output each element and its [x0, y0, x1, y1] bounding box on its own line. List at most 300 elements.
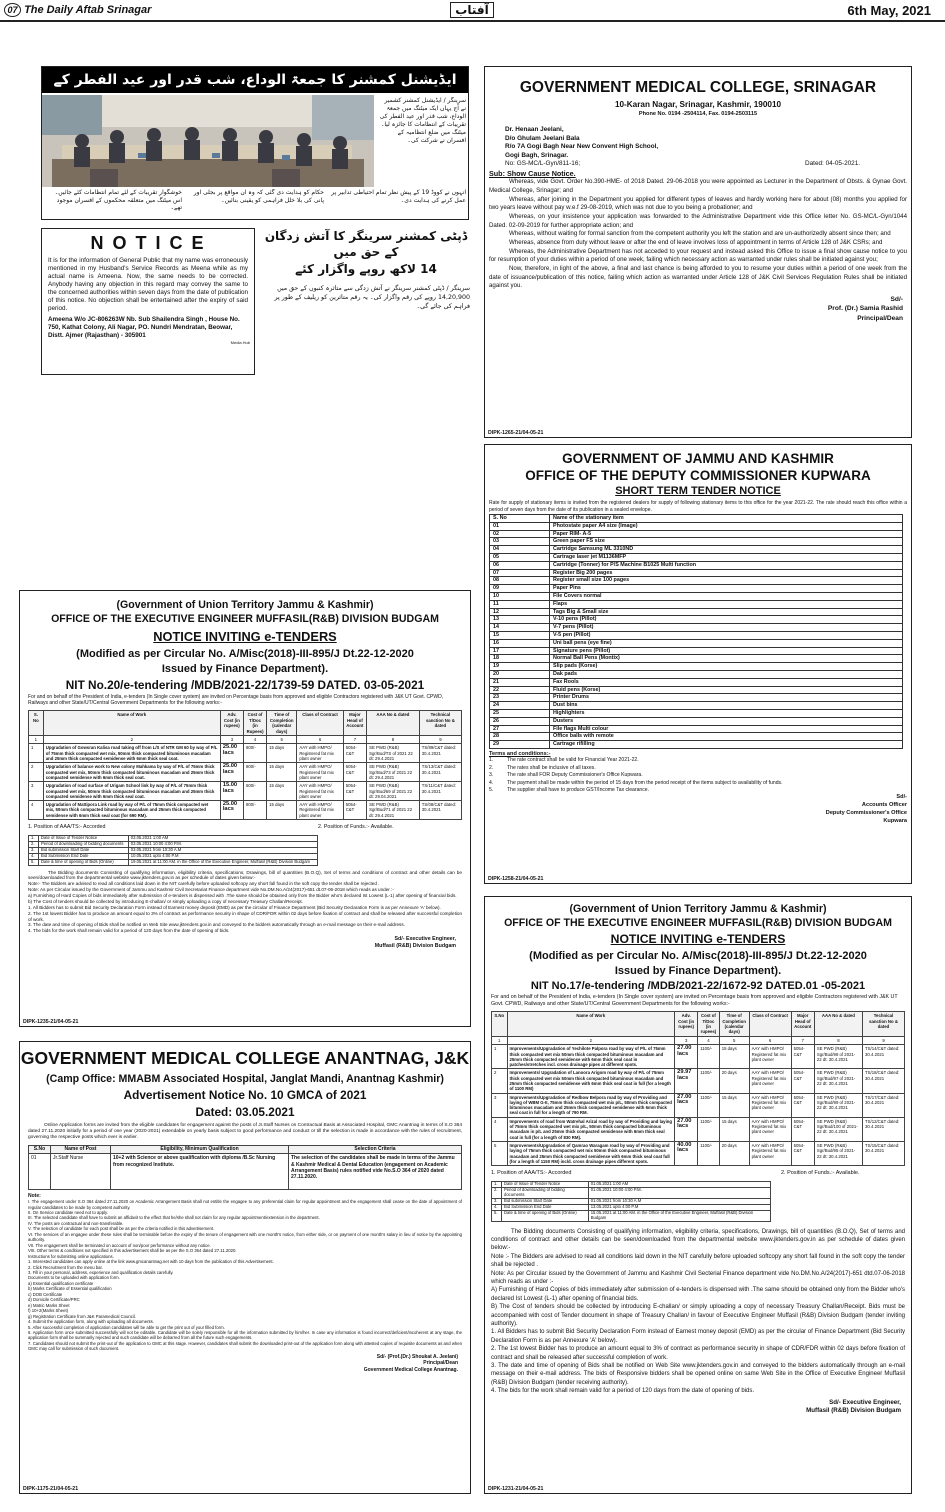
kupwara-terms: [485, 757, 911, 795]
item-name: V-7 pens (Pillot): [550, 624, 903, 632]
urdu-fire-subhead: 14 لاکھ روپے واگزار کئے: [295, 262, 437, 276]
column-header: Technical sanction No & dated: [419, 711, 461, 736]
table-cell: TS/13/C&T dated: 30.4.2021: [419, 763, 461, 782]
column-number: 1: [492, 1036, 508, 1044]
tender-notice-nit-17: [484, 896, 912, 1494]
item-sno: 09: [490, 585, 550, 593]
anantnag-notes: [20, 1199, 470, 1352]
table-cell: AAY with HMPO/ Registered fat mix plant owner: [749, 1045, 791, 1069]
table-cell: 15 days: [719, 1045, 749, 1069]
table-cell: Improvements of road from Watrehal Arizal road by way of Providing and laying of 75mm thick compacted wet mix p/L, 50mm thick compacted bituminous macadam in p/L and 25mm thick compacted semidense with 6mm thick seal coat in full (for a length of 830 RM).: [507, 1117, 675, 1141]
stationary-item-row: [490, 663, 903, 671]
item-sno: 25: [490, 709, 550, 717]
stationary-items-table: [489, 514, 903, 749]
table-cell: 27.00 lacs: [675, 1045, 698, 1069]
anantnag-signature: [20, 1354, 470, 1373]
stationary-item-row: [490, 585, 903, 593]
page-number: 07: [4, 3, 21, 17]
notice-signature: Ameena W/o JC-806263W Nb. Sub Shailendra Singh , House No. 750, Kathat Colony, Ali Nagar, PO. Nundri Mendratan, Beowar, Distt. Ajmer (Rajasthan) - 305901: [48, 316, 240, 339]
kupwara-terms-title: Terms and conditions:-: [489, 750, 551, 757]
urdu-fire-headline: ڈپٹی کمشنر سرینگر کا آتش زدگان کے حق میں: [264, 229, 468, 259]
note-item: c) DOB Certificate: [28, 1291, 63, 1297]
table-cell: 5054- C&T: [343, 744, 366, 763]
addressee-line: R/o 7A Gogi Bagh Near New Convent High School,: [505, 143, 659, 151]
show-cause-body: [485, 178, 911, 291]
table-cell: AAY with HMPO/ Registered fat mix plant owner: [297, 744, 343, 763]
item-name: Fluid pens (Korse): [550, 686, 903, 694]
table-cell: SE PWD (R&B) Sgr/Bud/TS of 2021 22 dt: 29.4.2021: [367, 744, 420, 763]
stationary-item-row: [490, 577, 903, 585]
column-header: AAA No & dated: [367, 711, 420, 736]
column-number: 5: [719, 1036, 749, 1044]
item-sno: 29: [490, 741, 550, 749]
stationary-item-row: [490, 530, 903, 538]
column-header: Class of Contract: [749, 1012, 791, 1037]
schedule-cell: 13.05.2021 upto 4:00 P.M: [588, 1204, 770, 1210]
item-sno: 05: [490, 553, 550, 561]
schedule-cell: 5.: [29, 859, 39, 865]
dipk-code: DIPK-1265-21/04-05-21: [488, 430, 544, 436]
schedule-cell: Period of downloading of bidding documents: [502, 1188, 589, 1199]
header-date: 6th May, 2021: [847, 3, 931, 18]
column-number: 6: [297, 736, 343, 744]
gmc-srinagar-title: GOVERNMENT MEDICAL COLLEGE, SRINAGAR: [519, 79, 877, 96]
schedule-cell: 03.05.2021 10:00 4:00 P.M.: [128, 841, 317, 847]
schedule-cell: 5.: [492, 1210, 502, 1221]
table-cell: SE PWD (R&B) Sgr/Bud/95 of 2021-22 dt: 30.4.2021: [814, 1141, 862, 1165]
gmc-srinagar-signature: [485, 295, 911, 324]
table-cell: 1100/-: [698, 1069, 719, 1093]
sd: Sd/-: [896, 793, 907, 800]
tender20-works-table: [28, 710, 462, 820]
note-item: III. The selected candidate shall have to submit an affidavit to the effect that he/she shall not claim for any regular appointment/extension in the department.: [28, 1215, 320, 1221]
tender20-notes: [20, 881, 470, 934]
item-sno: 27: [490, 725, 550, 733]
tender20-modified: (Modified as per Circular No. A/Misc(2018)-III-895/J Dt.22-12-2020: [76, 648, 414, 660]
urdu-story-col-2: حکام کو ہدایت دی گئی کہ وہ ان مواقع پر بجلی اور پانی کی بلا خلل فراہمی کو یقینی بنائیں۔: [193, 189, 324, 204]
table-cell: 15 days: [267, 744, 297, 763]
tender17-notes: [485, 1253, 911, 1396]
stationary-item-row: [490, 741, 903, 749]
notice-footer: Media Hub: [230, 340, 250, 345]
tender20-office: OFFICE OF THE EXECUTIVE ENGINEER MUFFASIL(R&B) DIVISION BUDGAM: [51, 613, 439, 625]
item-sno: 26: [490, 717, 550, 725]
table-cell: 5054-C&T: [791, 1093, 814, 1117]
para: Whereas, absence from duty without leave or after the end of leave involves loss of appointment in terms of Article 128 of J&K CSRs; and: [509, 238, 883, 246]
column-number: 8: [367, 736, 420, 744]
table-cell: SE PWD (R&B) Sgr/Bud/100 of 2021-22 dt: 30.4.2021: [814, 1117, 862, 1141]
schedule-cell: 01.05.2021 from 10:30 A.M: [588, 1198, 770, 1204]
ref-date: Dated: 04-05-2021.: [805, 160, 861, 168]
item-sno: 12: [490, 608, 550, 616]
item-name: Dusters: [550, 717, 903, 725]
tender20-number: NIT No.20/e-tendering /MDB/2021-22/1739-59 DATED. 03-05-2021: [65, 678, 425, 692]
gmc-srinagar-addressee: [505, 126, 911, 160]
paper-name: The Daily Aftab Srinagar: [24, 4, 152, 16]
note-item: VIII. Other terms & conditions not specified in this advertisement shall be as per the S.O 364 dated 27.11.2020.: [28, 1248, 237, 1254]
schedule-cell: 2.: [29, 841, 39, 847]
designation: Principal/Dean: [857, 314, 903, 322]
urdu-fire-relief-story: [262, 228, 470, 375]
note-item: 3. The date and time of opening of Bids shall be notified on Web Site www.jktenders.gov.in and conveyed to the bidders automatically through an e-mail message on their e-mail address.: [28, 922, 405, 928]
table-cell: 5054- C&T: [343, 801, 366, 820]
column-number: 2: [507, 1036, 675, 1044]
item-name: Paper RIM- A-5: [550, 530, 903, 538]
tender20-issued: Issued by Finance Department).: [161, 663, 329, 675]
table-cell: AAY with HMPO/ Registered fat mix plant owner: [749, 1117, 791, 1141]
place: Kupwara: [883, 817, 907, 824]
note-item: 6. Application form once submitted successfully will not be editable. Candidate will be solely responsible for all the information submitted by him/her. In case any information is found incorrect/deficient/incoherent at any stage, the application form shall be summarily rejected and such candidate will be debarred from all the future such engagements.: [28, 1330, 462, 1341]
note-item: 1. Interested candidates can apply online at the link www.gmcanantnag.net with 10 days from the publication of this Advertisement.: [28, 1259, 274, 1265]
note-item: B) The Cost of tenders should be collected by introducing E-challan/ or simply uploading a copy of necessary Treasury Challan/Receipt. Bids must be accompanied with cost of Tender document in shape of Treasury Challan/ in favour of Executive Engineer Muffasil (R&B) Division Budgam (tender inviting authority).: [491, 1304, 905, 1327]
stationary-item-row: [490, 694, 903, 702]
anantnag-table-wrap: [20, 1145, 470, 1190]
table-cell: 800/-: [244, 763, 267, 782]
column-header: AAA No & dated: [814, 1012, 862, 1037]
schedule-cell: Bid submission Start Date: [39, 847, 129, 853]
tender17-issued: Issued by Finance Department).: [614, 965, 782, 977]
para: Whereas, the Administrative Department has not acceded to your request and instead asked this Office to issue a final show cause notice to you for resumption of your duties within a period of one week, failing which necessary action as warranted under rules shall be initiated against you;: [489, 247, 907, 264]
masthead-logo: آفتاب: [450, 2, 494, 18]
table-cell: 5054-C&T: [791, 1045, 814, 1069]
schedule-cell: 01.05.2021 10:00 4:00 P.M.: [588, 1188, 770, 1199]
table-cell: 4: [29, 801, 44, 820]
item-sno: 02: [490, 530, 550, 538]
table-cell: 15 days: [267, 782, 297, 801]
note-item: a) Essential qualification certificate: [28, 1280, 94, 1286]
col-item: Name of the stationary item: [550, 515, 903, 523]
item-name: Tags Big & Small size: [550, 608, 903, 616]
note-item: Note:- The Bidders are advised to read all conditions laid down in the NIT carefully before uploaded softcopy any short fall found in the soft copy the tender shall be rejected .: [28, 881, 380, 887]
table-cell: 15.00 lacs: [220, 782, 243, 801]
item-name: Green paper FS size: [550, 538, 903, 546]
anantnag-camp: (Camp Office: MMABM Associated Hospital, Janglat Mandi, Anantnag Kashmir): [46, 1073, 444, 1085]
table-cell: 15 days: [719, 1117, 749, 1141]
term-number: 4.: [489, 779, 494, 786]
kupwara-tender-notice: [484, 444, 912, 884]
column-number: 9: [863, 1036, 905, 1044]
post-eligibility: 10+2 with Science or above qualification with diploma /B.Sc Nursing from recognized Institute.: [111, 1154, 289, 1190]
table-cell: 25.00 lacs: [220, 763, 243, 782]
note-item: Note :- The Bidders are advised to read all conditions laid down in the NIT carefully before uploaded softcopy any short fall found in the soft copy the tender shall be rejected .: [491, 1253, 905, 1269]
table-cell: 1100/-: [698, 1093, 719, 1117]
stationary-item-row: [490, 553, 903, 561]
table-cell: AAY with HMPO/ Registered fat mix plant owner: [749, 1069, 791, 1093]
tender20-intro: For and on behalf of the President of India, e-tenders (In Single cover system) are invited on Percentage basis from approved and eligible Contractors registered with J&K UT Govt. CPWD, Railways and other State/UT/Central Government Departments for the following works:-: [28, 694, 444, 707]
table-cell: 20 days: [719, 1141, 749, 1165]
stationary-item-row: [490, 569, 903, 577]
table-cell: Improvements/Upgradation of Qamrao Waragam road by way of Providing and laying of 75mm thick compacted wet mix 50mm thick compacted bituminous macadam and 25mm thick compacted semidense with 6mm thick seal coat full (for a length of 1150 RM) incld. cross drainage pipes different spots.: [507, 1141, 675, 1165]
public-notice: [41, 228, 255, 375]
item-sno: 01: [490, 522, 550, 530]
kupwara-signature: [485, 793, 911, 825]
item-name: Cartrage rifilling: [550, 741, 903, 749]
table-cell: SE PWD (R&B) Sgr/Bud/71 of 2021 22 dt: 29.4.2021: [367, 801, 420, 820]
table-cell: 15 days: [719, 1093, 749, 1117]
note-item: d) Domicile Certificate/PRC: [28, 1297, 80, 1303]
tender20-gov: (Government of Union Territory Jammu & Kashmir): [116, 599, 374, 611]
table-cell: 3: [29, 782, 44, 801]
page-number-area: [4, 3, 151, 17]
term-number: 3.: [489, 772, 494, 779]
anantnag-adv-no: Advertisement Notice No. 10 GMCA of 2021: [123, 1088, 367, 1102]
column-header: Class of Contract: [297, 711, 343, 736]
stationary-item-row: [490, 647, 903, 655]
table-cell: 1100/-: [698, 1045, 719, 1069]
column-number-row: [29, 736, 462, 744]
note-item: Note: As per Circular issued by the Government of Jammu and Kashmir Civil Secretariat Finance department vide No.DM.No.A/24(2017)-651 dt.07-06-2018 which reads as under :-: [28, 887, 394, 893]
item-name: Cartrage laser jet M1136MFP: [550, 553, 903, 561]
tender17-nit: NOTICE INVITING e-TENDERS: [610, 932, 786, 946]
tender17-office: OFFICE OF THE EXECUTIVE ENGINEER MUFFASIL(R&B) DIVISION BUDGAM: [504, 917, 892, 929]
gmc-srinagar-phone: Phone No. 0194 -2504114, Fax. 0194-2503115: [638, 111, 758, 117]
stationary-item-row: [490, 733, 903, 741]
column-header: Major Head of Account: [343, 711, 366, 736]
column-header: Major Head of Account: [791, 1012, 814, 1037]
column-number-row: [492, 1036, 905, 1044]
table-row: [29, 744, 462, 763]
sd: Sd/-: [890, 295, 903, 303]
ref-number: No: GS-MC/L-Gyn/811-16;: [505, 160, 581, 168]
page-header: [0, 0, 945, 22]
table-cell: AAY with HMPO/ Registered fat mix plant owner: [749, 1093, 791, 1117]
table-cell: 1: [492, 1045, 508, 1069]
table-cell: 5054- C&T: [343, 782, 366, 801]
col-sno: S. No: [490, 515, 550, 523]
item-sno: 16: [490, 639, 550, 647]
schedule-cell: 19.05.2021 at 11:00 AM. in the Office of the Executive Engineer, Muffasil (R&B) Division Budgam: [128, 859, 317, 865]
stationary-item-row: [490, 631, 903, 639]
table-header-row: [492, 1012, 905, 1037]
table-cell: 25.00 lacs: [220, 744, 243, 763]
schedule-cell: 4.: [492, 1204, 502, 1210]
table-cell: AAY with HMPO/ Registered fat mix plant owner: [297, 801, 343, 820]
item-sno: 20: [490, 670, 550, 678]
note-item: 4. The bids for the work shall remain valid for a period of 120 days from the date of opening of bids.: [28, 928, 230, 934]
item-name: Register Big 200 pages: [550, 569, 903, 577]
item-sno: 10: [490, 592, 550, 600]
column-header: Technical sanction No & dated: [863, 1012, 905, 1037]
schedule-cell: Date of Issue of Tender Notice: [39, 836, 129, 842]
anantnag-date: Dated: 03.05.2021: [195, 1105, 295, 1119]
stationary-item-row: [490, 616, 903, 624]
term-item: [489, 780, 907, 788]
column-number: 2: [43, 736, 220, 744]
kupwara-title-1: GOVERNMENT OF JAMMU AND KASHMIR: [562, 451, 834, 466]
table-cell: TS/18/C&T dated: 30.4.2021: [863, 1069, 905, 1093]
tender-notice-nit-20: [19, 590, 471, 1027]
table-cell: AAY with HMPO/ Registered fat mix plant owner: [297, 782, 343, 801]
tender17-intro: For and on behalf of the President of India, e-tenders (In Single cover system) are invited on Percentage basis from approved and eligible Contractors registered with J&K UT Govt. CPWD, Railways and other State/UT/Central Government Departments for the following works:-: [491, 994, 898, 1007]
note-item: Instructions for submitting online applications.: [28, 1253, 114, 1259]
term-number: 2.: [489, 764, 494, 771]
table-row: [29, 801, 462, 820]
stationary-item-row: [490, 608, 903, 616]
post-table: [28, 1145, 462, 1190]
table-cell: 5054- C&T: [343, 763, 366, 782]
tender17-modified: (Modified as per Circular No. A/Misc(2018)-III-895/J Dt.22-12-2020: [529, 950, 867, 962]
schedule-cell: 2.: [492, 1188, 502, 1199]
gmc-srinagar-address: 10-Karan Nagar, Srinagar, Kashmir, 190010: [614, 100, 782, 109]
item-name: Dust bins: [550, 702, 903, 710]
item-name: Normal Ball Pens (Montix): [550, 655, 903, 663]
schedule-cell: 1.: [492, 1182, 502, 1188]
table-cell: 20 days: [719, 1069, 749, 1093]
gmc-srinagar-notice: [484, 66, 912, 438]
term-text: The rate shall FOR Deputy Commissioner's Office Kupwara.: [507, 772, 643, 779]
post-selection: The selection of the candidates shall be made in terms of the Jammu & Kashmir Medical & Dental Education (engagement on Academic Arrangement Basis) rules notified vide No.S.O 364 of 2020 dated 27.11.2020.: [289, 1154, 462, 1190]
note-item: 1. All Bidders has to submit Bid Security Declaration Form instead of Earnest money deposit (EMD) as per the circular of Finance Department (Bid Security Declaration Form is as per Annexure 'A' below).: [491, 1329, 905, 1344]
tender17-dates-table: [491, 1181, 771, 1221]
item-name: Cartridge Samsung ML 3310ND: [550, 546, 903, 554]
table-cell: SE PWD (R&B) Sgr/Bud/69 of 2021 22 dt: 29.04.2021: [367, 782, 420, 801]
note-item: I. The engagement under S.O 364 dated 27.11.2020 on Academic Arrangement Basis shall not entitle the engagee to any preferential claim for regular appointment and the engagement shall cease on the date of appointment of regular candidates to be made by competent authority.: [28, 1199, 462, 1210]
item-name: V-10 pens (Pillot): [550, 616, 903, 624]
tender17-works-table: [491, 1011, 905, 1166]
kupwara-intro: Rate for supply of stationary items is invited from the registered dealers for supply of following stationary items to this office for the year 2021-22. The rate should reach this office within a period of seven days from the date of its publication in a sealed envelope.: [489, 500, 907, 513]
table-cell: 1100/-: [698, 1141, 719, 1165]
term-text: The payment shall be made within the period of 15 days from the period receipt of the items subject to availability of funds.: [507, 779, 783, 786]
item-sno: 08: [490, 577, 550, 585]
column-header: Time of Completion (calendar days): [267, 711, 297, 736]
table-cell: TS/15/C&T dated: 30.4.2021: [863, 1141, 905, 1165]
dipk-code: DIPK-1231-21/04-05-21: [488, 1486, 544, 1492]
term-number: 5.: [489, 787, 494, 794]
signatory: Sd/- Executive Engineer,: [394, 936, 456, 943]
stationary-item-row: [490, 538, 903, 546]
column-number: 8: [814, 1036, 862, 1044]
table-row: [492, 1093, 905, 1117]
col-sno: S.No: [29, 1145, 51, 1153]
meeting-photo: [42, 95, 374, 187]
table-row: [492, 1045, 905, 1069]
item-sno: 19: [490, 663, 550, 671]
note-item: 5. After successful completion of application candidates will be able to get the print out of your filled form.: [28, 1324, 225, 1330]
item-name: Cartridge (Tonner) for P/S Machine B1025 Multi function: [550, 561, 903, 569]
ref-row: [505, 160, 911, 169]
item-name: Photostate paper A4 size (Image): [550, 522, 903, 530]
table-cell: 2: [492, 1069, 508, 1093]
note-item: 3. Fill in your personal, address, experience and qualification details carefully.: [28, 1270, 174, 1276]
schedule-cell: 4.: [29, 853, 39, 859]
note-item: IV. The posts are contractual and non-transferable.: [28, 1220, 124, 1226]
addressee-line: Dr. Henaan Jeelani,: [505, 126, 564, 133]
urdu-headline: ایڈیشنل کمشنر کا جمعۃ الوداع، شب قدر اور عید الفطر کے: [42, 67, 468, 93]
schedule-cell: Date & time of opening of Bids (Online): [502, 1210, 589, 1221]
stationary-item-row: [490, 717, 903, 725]
office: Deputy Commissioner's Office: [825, 809, 907, 816]
item-sno: 15: [490, 631, 550, 639]
aaa-position: 1. Position of AAA/TS:- Accorded: [491, 1170, 572, 1177]
schedule-row: [492, 1210, 771, 1221]
schedule-cell: Period of downloading of bidding documents: [39, 841, 129, 847]
table-row: [492, 1069, 905, 1093]
term-item: [489, 772, 907, 780]
urdu-story-col-right: سرینگر / ایڈیشنل کمشنر کشمیر نے آج یہاں ایک میٹنگ میں جمعۃ الوداع، شب قدر اور عید الفطر کی تقریبات کے انتظامات کا جائزہ لیا۔ میٹنگ میں ضلع انتظامیہ کے افسران نے شرکت کی۔: [379, 97, 466, 144]
subject-line: Sub: Show Cause Notice.: [489, 169, 576, 179]
kupwara-title-2: OFFICE OF THE DEPUTY COMMISSIONER KUPWARA: [525, 468, 871, 483]
column-number: 3: [220, 736, 243, 744]
table-row: [492, 1117, 905, 1141]
stationary-item-row: [490, 709, 903, 717]
table-cell: Improvements/Upgradation of Redbow Belpora road by way of Providing and laying of WBM G-II, 75mm thick compacted wet mix p/L, 50mm thick compacted bituminous macadam and 25mm thick compacted semidense with 6mm thick seal coat in full for a length of 790 RM.: [507, 1093, 675, 1117]
note-item: 4. The bids for the work shall remain valid for a period of 120 days from the date of opening of bids.: [491, 1388, 755, 1395]
post-name: Jr.Staff Nurse: [51, 1154, 111, 1190]
item-sno: 21: [490, 678, 550, 686]
schedule-cell: 15.05.2021 at 11:00 AM. in the Office of the Executive Engineer, Muffasil (R&B) Division Budgam: [588, 1210, 770, 1221]
item-name: Dak pads: [550, 670, 903, 678]
table-cell: 3: [492, 1093, 508, 1117]
note-item: V. The selection of candidate for each post shall be as per the criteria notified in this advertisement.: [28, 1226, 215, 1232]
item-name: File Covers normal: [550, 592, 903, 600]
funds-position: 2. Position of Funds.:- Available.: [781, 1170, 860, 1177]
anantnag-intro: Online Application forms are invited from the eligible candidates for engagement against the posts of Jr.Staff Nurses on Contractual Basis at Associated Hospital, GMC Anantnag in terms of S.O 364 dated 27.11.2020 initially for a period of one year (2020-2021) extendable on yearly basis subject to good performance and conduct or till the selection is made in accordance with the rules of recruitment, governing the respective posts which ever is earlier.: [28, 1123, 462, 1140]
note-item: a) Furnishing of Hard Copies of bids immediately after submission of e-tenders is dispensed with .The same should be obtained only from the Bidder who's declared Ist Lowest (L-1) after opening of financial bids.: [28, 892, 457, 898]
table-row: [29, 763, 462, 782]
stationary-item-row: [490, 702, 903, 710]
schedule-row: [492, 1188, 771, 1199]
table-cell: 27.00 lacs: [675, 1117, 698, 1141]
urdu-fire-body: سرینگر / ڈپٹی کمشنر سرینگر نے آتش زدگی سے متاثرہ کنبوں کے حق میں 14,20,900 روپے کی رقم واگزار کی۔ یہ رقم متاثرین کو ریلیف کے طور پر فراہم کی جائے گی۔: [274, 285, 470, 310]
para: Whereas, on your insistence your application was forwarded to the Administrative Department vide this Office letter No. GS-MC/L-Gyn/1044 Dated. 02-09-2019 for further appropriate action; and: [489, 213, 907, 229]
note-item: 3. The date and time of opening of Bids shall be notified on Web Site www.jktenders.gov.in and conveyed to the bidders automatically through an e-mail message on their e-mail address. The bids of Responsive bidders shall be opened online on same Web Site in the Office of Executive Engineer Muffasil (R&B) Division Budgam (tender receiving authority).: [491, 1363, 905, 1386]
schedule-cell: Bid Submission End Date: [39, 853, 129, 859]
column-header: Name of Work: [43, 711, 220, 736]
anantnag-title: GOVERNMENT MEDICAL COLLEGE ANANTNAG, J&K: [20, 1048, 470, 1068]
table-cell: TS/89/C&T dated: 30.4.2021: [419, 744, 461, 763]
table-cell: 27.00 lacs: [675, 1093, 698, 1117]
table-row: [492, 1141, 905, 1165]
item-name: Paper Pins: [550, 585, 903, 593]
stationary-item-row: [490, 624, 903, 632]
para: Whereas, after joining in the Department you applied for different types of leaves and hardly working here for about (08) months you applied for two years leave without pay w.e.f 29-08-2019, which was not due to you being a probationer; and: [489, 195, 907, 212]
item-name: Slip pads (Korse): [550, 663, 903, 671]
table-cell: TS/08/C&T dated: 30.4.2021: [419, 801, 461, 820]
note-item: Note: As per Circular issued by the Government of Jammu and Kashmir Civil Secterial Finance department vide No.DM.No.A/24(2017)-651 dtd.07-06-2018 which reads as under :-: [491, 1270, 905, 1285]
dipk-code: DIPK-1258-21/04-05-21: [488, 876, 544, 882]
notice-body: It is for the information of General Public that my name was erroneously mentioned in my Husband's Service Records as Meena while as my actual name is Ameena. Now, the same needs to be corrected. Anybody having any objection in this regard may convey the same to the concerned authorities within seven days from the date of publication of this notice. No objection shall be entertained after the expiry of said period.: [48, 257, 248, 312]
note-item: 2. Click Recruitment from the menu bar.: [28, 1264, 103, 1270]
addressee-line: Gogi Bagh, Srinagar.: [505, 151, 569, 159]
signatory: Accounts Officer: [861, 801, 907, 808]
item-sno: 07: [490, 569, 550, 577]
signatory: Sd/- Executive Engineer,: [829, 1398, 901, 1406]
tender17-signature: [485, 1399, 911, 1415]
table-cell: Upgradation of Gowsran Kalisa road taking off from L/S of NTR GM 60 by way of P/L of 75mm thick compacted wet mix, 50mm thick compacted bituminous macadam and 25mm thick compacted semidense with 6mm thick seal coat.: [43, 744, 220, 763]
table-cell: TS/12/C&T dated: 30.4.2021: [863, 1117, 905, 1141]
urdu-story-col-3: انہوں نے کووڈ 19 کے پیش نظر تمام احتیاطی تدابیر پر عمل کرنے کی ہدایت دی۔: [331, 189, 466, 204]
table-cell: 5054-C&T: [791, 1069, 814, 1093]
stationary-item-row: [490, 600, 903, 608]
aaa-position: 1. Position of AAA/TS:- Accorded: [28, 824, 106, 830]
note-item: VII. The engagement shall be terminated on account of non/poor performance without any notice.: [28, 1242, 211, 1248]
note-item: 2. The 1st lowest Bidder has to produce an amount equal to 3% of contract as performance security in shape of CDR/FDR within 02 days before fixation of contract and shall be released after successful completion of work.: [28, 910, 462, 922]
term-text: The supplier shall have to produce GST/Income Tax clearance.: [507, 787, 650, 794]
tender20-body: The Bidding documents Consisting of qualifying information, eligibility criteria, specifications, Drawings, bill of quantities (B.O.Q), Set of terms and conditions of contract and other details can be seen/downloaded from the departmental website www.jktenders.gov.in as per schedule of dates given below:-: [28, 869, 462, 881]
signatory: Prof. (Dr.) Samia Rashid: [827, 305, 903, 313]
column-number: 4: [244, 736, 267, 744]
table-header-row: [29, 711, 462, 736]
item-sno: 17: [490, 647, 550, 655]
table-cell: 25.00 lacs: [220, 801, 243, 820]
table-cell: 600/-: [244, 782, 267, 801]
schedule-row: [29, 859, 318, 865]
table-cell: Upgradation of road surface of Urigam School link by way of P/L of 75mm thick compacted wet mix, 50mm thick compacted bituminous macadam and 25mm thick compacted semidense with 6mm thick seal coat.: [43, 782, 220, 801]
designation: Principal/Dean: [423, 1360, 458, 1367]
para: Now, therefore, in light of the above, a final and last chance is being afforded to you to resume your duties within a period of one week from the date of issuance/publication of this notice, failing which action as warranted under Article 128 of J&K Civil Services Regulation Rules shall be initiated against you.: [489, 264, 907, 290]
item-name: Register small size 100 pages: [550, 577, 903, 585]
item-name: Signature pens (Pillot): [550, 647, 903, 655]
